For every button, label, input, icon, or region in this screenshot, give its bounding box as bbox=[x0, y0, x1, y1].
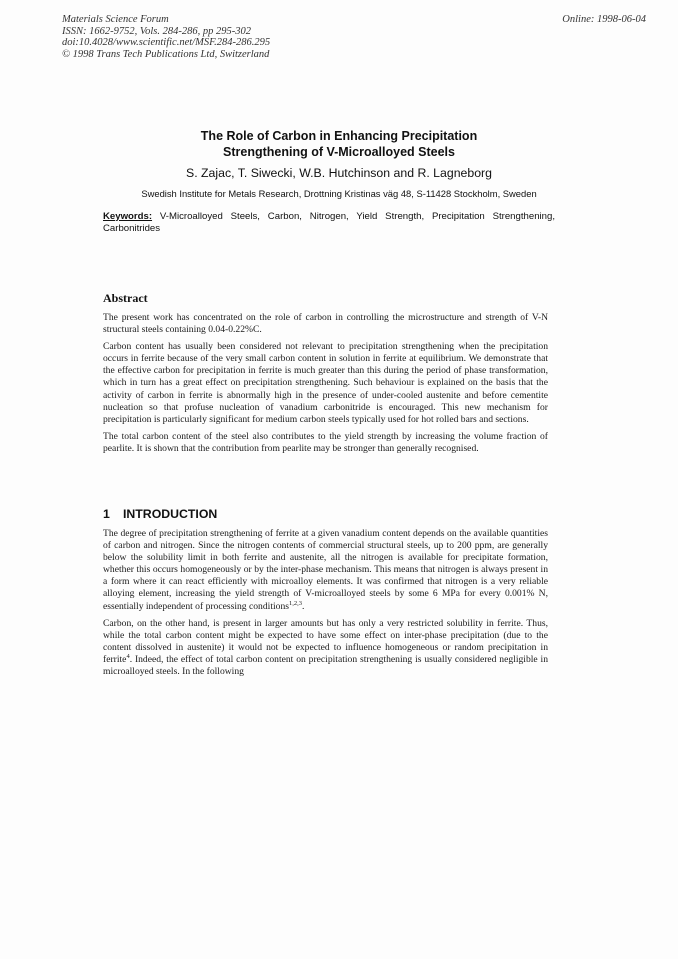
affiliation: Swedish Institute for Metals Research, Drottning Kristinas väg 48, S-11428 Stockholm, Sweden bbox=[141, 188, 537, 199]
journal-name: Materials Science Forum bbox=[62, 14, 169, 25]
intro-paragraph-text: Carbon, on the other hand, is present in larger amounts but has only a very restricted solubility in ferrite. Thus, while the total carbon content might be expected to have some effect on inter-phase precipitation (due to the content dissolved in austenite) it would not be expected to influence homogeneous or random precipitation in ferrite bbox=[103, 617, 548, 665]
introduction-body bbox=[103, 528, 548, 683]
abstract-paragraph: The present work has concentrated on the role of carbon in controlling the microstructure and strength of V-N structural steels containing 0.04-0.22%C. bbox=[103, 312, 548, 336]
journal-doi[interactable]: doi:10.4028/www.scientific.net/MSF.284-286.295 bbox=[62, 37, 271, 48]
citation-reference[interactable]: 1,2,3 bbox=[288, 599, 302, 607]
paper-title bbox=[40, 128, 638, 160]
intro-paragraph bbox=[103, 528, 548, 613]
section-title: INTRODUCTION bbox=[123, 507, 218, 521]
title-line-2: Strengthening of V-Microalloyed Steels bbox=[223, 145, 455, 159]
keywords-block bbox=[103, 211, 555, 235]
abstract-heading: Abstract bbox=[103, 291, 148, 305]
journal-issn: ISSN: 1662-9752, Vols. 284-286, pp 295-302 bbox=[62, 25, 251, 37]
keywords-label: Keywords: bbox=[103, 211, 153, 222]
abstract-paragraph: Carbon content has usually been considered not relevant to precipitation strengthening when the precipitation occurs in ferrite because of the very small carbon content in solution in ferrite at equilibrium. We demonstrate that the effective carbon for precipitation in ferrite is much greater than this during the period of phase transformation, which in turn has a great effect on precipitation strengthening. Such behaviour is explained on the basis that the activity of carbon in ferrite is abnormally high in the presence of under-cooled austenite and before cementite nucleation so that profuse nucleation of vanadium carbonitride is encouraged. This new mechanism for precipitation is particularly significant for medium carbon steels typically used for hot rolled bars and sections. bbox=[103, 341, 548, 425]
author-list: S. Zajac, T. Siwecki, W.B. Hutchinson and R. Lagneborg bbox=[186, 166, 492, 180]
intro-paragraph bbox=[103, 618, 548, 678]
online-date: Online: 1998-06-04 bbox=[562, 14, 646, 25]
intro-paragraph-end: . bbox=[301, 600, 305, 612]
intro-paragraph-rest: . Indeed, the effect of total carbon content on precipitation strengthening is usually considered negligible in microalloyed steels. In the following bbox=[103, 653, 548, 678]
abstract-body bbox=[103, 312, 548, 460]
section-heading-introduction bbox=[103, 507, 217, 521]
abstract-paragraph: The total carbon content of the steel also contributes to the yield strength by increasing the volume fraction of pearlite. It is shown that the contribution from pearlite may be stronger than generally recognised. bbox=[103, 430, 548, 454]
intro-paragraph-text: The degree of precipitation strengthening of ferrite at a given vanadium content depends on the available quantities of carbon and nitrogen. Since the nitrogen contents of commercial structural steels, up to 200 ppm, are generally below the solubility limit in both ferrite and austenite, all the nitrogen is available for precipitate formation, whether this occurs homogeneously or by the inter-phase mechanism. This means that nitrogen is always present in a form where it can react efficiently with microalloy elements. It was confirmed that nitrogen is a very reliable alloying element, increasing the yield strength of V-microalloyed steels by some 6 MPa for every 0.001% N, essentially independent of processing conditions bbox=[103, 528, 548, 612]
journal-copyright: © 1998 Trans Tech Publications Ltd, Switzerland bbox=[62, 48, 270, 60]
title-line-1: The Role of Carbon in Enhancing Precipitation bbox=[200, 129, 478, 143]
keywords-text: V-Microalloyed Steels, Carbon, Nitrogen, Yield Strength, Precipitation Strengthening, Carbonitrides bbox=[103, 211, 555, 234]
section-number: 1 bbox=[103, 507, 110, 521]
citation-reference[interactable]: 4 bbox=[126, 652, 130, 660]
journal-header bbox=[62, 14, 362, 60]
